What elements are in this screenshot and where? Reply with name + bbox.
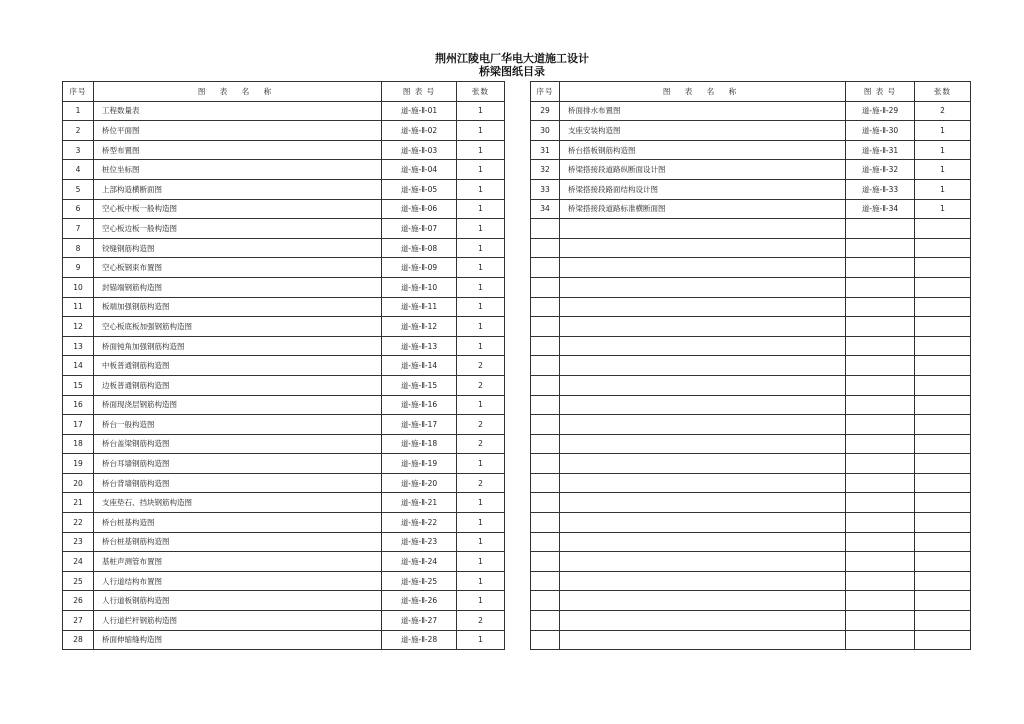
row-code: 道-施-Ⅱ-21 bbox=[382, 493, 457, 513]
row-name: 桥台一般构造图 bbox=[94, 415, 382, 435]
table-row bbox=[531, 473, 971, 493]
row-name: 桥位平面图 bbox=[94, 121, 382, 141]
table-row bbox=[531, 591, 971, 611]
table-row bbox=[531, 571, 971, 591]
row-sheets bbox=[915, 238, 971, 258]
row-sheets bbox=[915, 591, 971, 611]
table-row bbox=[531, 532, 971, 552]
row-sheets: 1 bbox=[457, 513, 505, 533]
header-name: 图 表 名 称 bbox=[94, 82, 382, 102]
table-row bbox=[531, 297, 971, 317]
row-seq bbox=[531, 630, 560, 650]
row-name: 桩位坐标图 bbox=[94, 160, 382, 180]
row-seq: 23 bbox=[63, 532, 94, 552]
table-row bbox=[63, 277, 505, 297]
row-name: 人行道栏杆钢筋构造图 bbox=[94, 611, 382, 631]
table-row bbox=[63, 336, 505, 356]
row-name bbox=[560, 356, 846, 376]
table-row bbox=[531, 552, 971, 572]
row-name bbox=[560, 336, 846, 356]
row-code: 道-施-Ⅱ-31 bbox=[846, 140, 915, 160]
row-seq: 3 bbox=[63, 140, 94, 160]
row-code: 道-施-Ⅱ-14 bbox=[382, 356, 457, 376]
row-code: 道-施-Ⅱ-28 bbox=[382, 630, 457, 650]
row-sheets: 1 bbox=[457, 395, 505, 415]
row-code: 道-施-Ⅱ-18 bbox=[382, 434, 457, 454]
row-code: 道-施-Ⅱ-19 bbox=[382, 454, 457, 474]
row-name: 支座安装构造图 bbox=[560, 121, 846, 141]
table-row bbox=[63, 160, 505, 180]
row-name: 桥面伸缩缝构造图 bbox=[94, 630, 382, 650]
table-row bbox=[531, 630, 971, 650]
row-seq bbox=[531, 375, 560, 395]
table-row bbox=[531, 258, 971, 278]
row-sheets: 1 bbox=[457, 317, 505, 337]
row-code: 道-施-Ⅱ-15 bbox=[382, 375, 457, 395]
table-header-row bbox=[63, 82, 505, 102]
row-code bbox=[846, 591, 915, 611]
table-row bbox=[531, 179, 971, 199]
row-name: 桥面排水布置图 bbox=[560, 101, 846, 121]
row-sheets: 1 bbox=[915, 179, 971, 199]
header-sheets: 张数 bbox=[457, 82, 505, 102]
row-name: 桥型布置图 bbox=[94, 140, 382, 160]
row-sheets: 2 bbox=[915, 101, 971, 121]
row-code bbox=[846, 513, 915, 533]
table-row bbox=[63, 297, 505, 317]
row-code: 道-施-Ⅱ-32 bbox=[846, 160, 915, 180]
row-code: 道-施-Ⅱ-05 bbox=[382, 179, 457, 199]
document-title: 荆州江陵电厂华电大道施工设计 bbox=[435, 52, 589, 65]
row-sheets: 2 bbox=[457, 415, 505, 435]
row-seq: 27 bbox=[63, 611, 94, 631]
row-seq bbox=[531, 297, 560, 317]
row-code: 道-施-Ⅱ-06 bbox=[382, 199, 457, 219]
row-name: 工程数量表 bbox=[94, 101, 382, 121]
table-row bbox=[531, 513, 971, 533]
row-seq: 4 bbox=[63, 160, 94, 180]
row-name bbox=[560, 258, 846, 278]
row-seq: 26 bbox=[63, 591, 94, 611]
row-sheets: 1 bbox=[457, 591, 505, 611]
row-name: 铰缝钢筋构造图 bbox=[94, 238, 382, 258]
row-seq: 32 bbox=[531, 160, 560, 180]
row-code: 道-施-Ⅱ-02 bbox=[382, 121, 457, 141]
row-name: 桥台背墙钢筋构造图 bbox=[94, 473, 382, 493]
row-sheets: 1 bbox=[457, 219, 505, 239]
row-code: 道-施-Ⅱ-20 bbox=[382, 473, 457, 493]
row-code: 道-施-Ⅱ-29 bbox=[846, 101, 915, 121]
row-name: 空心板边板一般构造图 bbox=[94, 219, 382, 239]
row-name bbox=[560, 532, 846, 552]
row-seq: 6 bbox=[63, 199, 94, 219]
row-seq: 31 bbox=[531, 140, 560, 160]
row-name: 边板普通钢筋构造图 bbox=[94, 375, 382, 395]
table-row bbox=[531, 415, 971, 435]
row-code bbox=[846, 473, 915, 493]
row-seq: 1 bbox=[63, 101, 94, 121]
table-row bbox=[531, 356, 971, 376]
row-seq bbox=[531, 258, 560, 278]
table-row bbox=[63, 532, 505, 552]
table-row bbox=[63, 591, 505, 611]
table-row bbox=[63, 356, 505, 376]
row-sheets: 1 bbox=[457, 532, 505, 552]
row-name bbox=[560, 317, 846, 337]
row-sheets: 1 bbox=[457, 199, 505, 219]
table-row bbox=[63, 121, 505, 141]
row-code: 道-施-Ⅱ-16 bbox=[382, 395, 457, 415]
row-name bbox=[560, 473, 846, 493]
row-sheets bbox=[915, 356, 971, 376]
row-sheets: 1 bbox=[915, 121, 971, 141]
row-seq bbox=[531, 571, 560, 591]
row-seq: 19 bbox=[63, 454, 94, 474]
row-seq: 10 bbox=[63, 277, 94, 297]
row-sheets: 1 bbox=[457, 630, 505, 650]
row-name: 桥台搭板钢筋构造图 bbox=[560, 140, 846, 160]
row-name: 桥台桩基钢筋构造图 bbox=[94, 532, 382, 552]
row-sheets: 1 bbox=[457, 121, 505, 141]
table-row bbox=[63, 395, 505, 415]
row-seq: 30 bbox=[531, 121, 560, 141]
header-name: 图 表 名 称 bbox=[560, 82, 846, 102]
row-sheets: 1 bbox=[457, 140, 505, 160]
row-code: 道-施-Ⅱ-26 bbox=[382, 591, 457, 611]
header-code: 图 表 号 bbox=[846, 82, 915, 102]
row-code bbox=[846, 336, 915, 356]
row-name bbox=[560, 513, 846, 533]
table-row bbox=[531, 140, 971, 160]
row-seq: 22 bbox=[63, 513, 94, 533]
row-code: 道-施-Ⅱ-07 bbox=[382, 219, 457, 239]
row-sheets bbox=[915, 395, 971, 415]
row-seq: 24 bbox=[63, 552, 94, 572]
row-seq bbox=[531, 532, 560, 552]
table-row bbox=[531, 238, 971, 258]
row-code bbox=[846, 238, 915, 258]
row-seq: 15 bbox=[63, 375, 94, 395]
row-code bbox=[846, 219, 915, 239]
row-seq: 21 bbox=[63, 493, 94, 513]
row-seq bbox=[531, 238, 560, 258]
table-row bbox=[63, 375, 505, 395]
row-sheets: 1 bbox=[457, 297, 505, 317]
row-name bbox=[560, 277, 846, 297]
table-row bbox=[531, 101, 971, 121]
row-sheets: 1 bbox=[457, 571, 505, 591]
row-seq bbox=[531, 415, 560, 435]
table-row bbox=[63, 219, 505, 239]
table-row bbox=[63, 473, 505, 493]
row-seq: 13 bbox=[63, 336, 94, 356]
table-row bbox=[63, 258, 505, 278]
row-seq: 11 bbox=[63, 297, 94, 317]
table-row bbox=[531, 199, 971, 219]
row-name: 桥台桩基构造图 bbox=[94, 513, 382, 533]
row-name: 桥台盖梁钢筋构造图 bbox=[94, 434, 382, 454]
row-code: 道-施-Ⅱ-24 bbox=[382, 552, 457, 572]
row-code: 道-施-Ⅱ-27 bbox=[382, 611, 457, 631]
row-code bbox=[846, 552, 915, 572]
table-row bbox=[63, 140, 505, 160]
row-seq bbox=[531, 473, 560, 493]
table-row bbox=[531, 219, 971, 239]
row-name: 空心板底板加强钢筋构造图 bbox=[94, 317, 382, 337]
row-sheets: 1 bbox=[457, 454, 505, 474]
row-sheets bbox=[915, 552, 971, 572]
row-sheets: 1 bbox=[915, 199, 971, 219]
row-seq: 14 bbox=[63, 356, 94, 376]
row-seq: 2 bbox=[63, 121, 94, 141]
table-row bbox=[63, 199, 505, 219]
row-name bbox=[560, 415, 846, 435]
row-name: 上部构造横断面图 bbox=[94, 179, 382, 199]
row-code: 道-施-Ⅱ-10 bbox=[382, 277, 457, 297]
row-code: 道-施-Ⅱ-13 bbox=[382, 336, 457, 356]
row-sheets: 1 bbox=[457, 179, 505, 199]
row-name: 桥梁搭接段道路标准横断面图 bbox=[560, 199, 846, 219]
row-sheets bbox=[915, 258, 971, 278]
row-sheets bbox=[915, 571, 971, 591]
row-name bbox=[560, 454, 846, 474]
row-sheets bbox=[915, 317, 971, 337]
row-seq: 17 bbox=[63, 415, 94, 435]
row-name: 桥梁搭接段道路纵断面设计图 bbox=[560, 160, 846, 180]
row-code bbox=[846, 630, 915, 650]
row-code: 道-施-Ⅱ-03 bbox=[382, 140, 457, 160]
row-sheets: 1 bbox=[457, 238, 505, 258]
row-sheets bbox=[915, 375, 971, 395]
row-code: 道-施-Ⅱ-08 bbox=[382, 238, 457, 258]
row-sheets: 2 bbox=[457, 473, 505, 493]
table-row bbox=[63, 630, 505, 650]
table-row bbox=[63, 493, 505, 513]
row-code bbox=[846, 258, 915, 278]
row-name bbox=[560, 591, 846, 611]
table-row bbox=[531, 611, 971, 631]
row-sheets: 1 bbox=[457, 493, 505, 513]
row-seq bbox=[531, 434, 560, 454]
row-sheets bbox=[915, 277, 971, 297]
row-name bbox=[560, 219, 846, 239]
table-row bbox=[531, 121, 971, 141]
row-code: 道-施-Ⅱ-30 bbox=[846, 121, 915, 141]
row-sheets: 1 bbox=[457, 336, 505, 356]
table-row bbox=[531, 160, 971, 180]
row-sheets bbox=[915, 415, 971, 435]
row-code bbox=[846, 297, 915, 317]
row-name: 桥台耳墙钢筋构造图 bbox=[94, 454, 382, 474]
row-sheets: 2 bbox=[457, 434, 505, 454]
row-seq bbox=[531, 317, 560, 337]
row-seq: 8 bbox=[63, 238, 94, 258]
row-seq bbox=[531, 611, 560, 631]
row-sheets: 1 bbox=[457, 277, 505, 297]
left-drawing-index-table bbox=[62, 81, 505, 650]
row-name: 支座垫石、挡块钢筋构造图 bbox=[94, 493, 382, 513]
table-row bbox=[531, 336, 971, 356]
row-code: 道-施-Ⅱ-22 bbox=[382, 513, 457, 533]
table-row bbox=[63, 552, 505, 572]
row-seq: 33 bbox=[531, 179, 560, 199]
table-row bbox=[531, 434, 971, 454]
row-code: 道-施-Ⅱ-23 bbox=[382, 532, 457, 552]
row-seq bbox=[531, 493, 560, 513]
row-seq: 28 bbox=[63, 630, 94, 650]
table-row bbox=[531, 375, 971, 395]
row-seq bbox=[531, 219, 560, 239]
row-sheets bbox=[915, 454, 971, 474]
row-code bbox=[846, 611, 915, 631]
row-seq bbox=[531, 591, 560, 611]
row-sheets: 2 bbox=[457, 375, 505, 395]
row-sheets bbox=[915, 493, 971, 513]
row-seq bbox=[531, 552, 560, 572]
table-row bbox=[63, 434, 505, 454]
row-code bbox=[846, 415, 915, 435]
row-name bbox=[560, 375, 846, 395]
row-seq bbox=[531, 454, 560, 474]
table-row bbox=[531, 493, 971, 513]
row-code bbox=[846, 317, 915, 337]
table-header-row bbox=[531, 82, 971, 102]
row-sheets: 1 bbox=[457, 258, 505, 278]
row-name: 空心板中板一般构造图 bbox=[94, 199, 382, 219]
row-name: 桥面钝角加强钢筋构造图 bbox=[94, 336, 382, 356]
row-sheets: 1 bbox=[457, 160, 505, 180]
row-seq: 12 bbox=[63, 317, 94, 337]
row-seq: 34 bbox=[531, 199, 560, 219]
row-seq: 18 bbox=[63, 434, 94, 454]
row-name: 人行道结构布置图 bbox=[94, 571, 382, 591]
row-name: 基桩声测管布置图 bbox=[94, 552, 382, 572]
row-code bbox=[846, 356, 915, 376]
row-name bbox=[560, 630, 846, 650]
row-sheets bbox=[915, 532, 971, 552]
header-code: 图 表 号 bbox=[382, 82, 457, 102]
row-seq: 29 bbox=[531, 101, 560, 121]
table-row bbox=[63, 317, 505, 337]
row-code bbox=[846, 493, 915, 513]
row-code: 道-施-Ⅱ-09 bbox=[382, 258, 457, 278]
table-row bbox=[531, 454, 971, 474]
header-seq: 序号 bbox=[531, 82, 560, 102]
row-sheets bbox=[915, 473, 971, 493]
row-name bbox=[560, 493, 846, 513]
row-seq: 20 bbox=[63, 473, 94, 493]
row-seq bbox=[531, 395, 560, 415]
row-code: 道-施-Ⅱ-11 bbox=[382, 297, 457, 317]
row-sheets: 2 bbox=[457, 611, 505, 631]
row-sheets: 2 bbox=[457, 356, 505, 376]
header-seq: 序号 bbox=[63, 82, 94, 102]
row-code: 道-施-Ⅱ-33 bbox=[846, 179, 915, 199]
row-name: 桥梁搭接段路面结构设计图 bbox=[560, 179, 846, 199]
row-code: 道-施-Ⅱ-34 bbox=[846, 199, 915, 219]
row-name: 空心板钢束布置图 bbox=[94, 258, 382, 278]
row-name bbox=[560, 297, 846, 317]
row-name bbox=[560, 238, 846, 258]
row-code: 道-施-Ⅱ-25 bbox=[382, 571, 457, 591]
row-code bbox=[846, 277, 915, 297]
row-seq bbox=[531, 356, 560, 376]
row-sheets bbox=[915, 513, 971, 533]
table-row bbox=[63, 513, 505, 533]
row-name bbox=[560, 395, 846, 415]
row-name: 桥面现浇层钢筋构造图 bbox=[94, 395, 382, 415]
row-sheets bbox=[915, 434, 971, 454]
table-row bbox=[63, 238, 505, 258]
row-sheets: 1 bbox=[915, 140, 971, 160]
row-code bbox=[846, 532, 915, 552]
row-seq: 5 bbox=[63, 179, 94, 199]
row-name: 板端加强钢筋构造图 bbox=[94, 297, 382, 317]
table-row bbox=[63, 179, 505, 199]
row-sheets bbox=[915, 219, 971, 239]
header-sheets: 张数 bbox=[915, 82, 971, 102]
row-seq: 9 bbox=[63, 258, 94, 278]
row-code bbox=[846, 571, 915, 591]
row-name bbox=[560, 434, 846, 454]
row-code: 道-施-Ⅱ-17 bbox=[382, 415, 457, 435]
row-sheets: 1 bbox=[457, 552, 505, 572]
row-sheets bbox=[915, 630, 971, 650]
row-code: 道-施-Ⅱ-01 bbox=[382, 101, 457, 121]
row-code bbox=[846, 434, 915, 454]
row-seq: 25 bbox=[63, 571, 94, 591]
row-code: 道-施-Ⅱ-12 bbox=[382, 317, 457, 337]
row-sheets bbox=[915, 297, 971, 317]
row-seq bbox=[531, 336, 560, 356]
table-row bbox=[531, 277, 971, 297]
row-seq: 7 bbox=[63, 219, 94, 239]
row-name bbox=[560, 552, 846, 572]
row-code bbox=[846, 454, 915, 474]
row-sheets: 1 bbox=[457, 101, 505, 121]
table-row bbox=[531, 395, 971, 415]
row-seq bbox=[531, 277, 560, 297]
row-code: 道-施-Ⅱ-04 bbox=[382, 160, 457, 180]
row-seq bbox=[531, 513, 560, 533]
row-sheets bbox=[915, 611, 971, 631]
table-row bbox=[63, 454, 505, 474]
table-row bbox=[531, 317, 971, 337]
row-code bbox=[846, 375, 915, 395]
row-name bbox=[560, 611, 846, 631]
table-row bbox=[63, 611, 505, 631]
table-row bbox=[63, 415, 505, 435]
row-name: 人行道板钢筋构造图 bbox=[94, 591, 382, 611]
document-subtitle: 桥梁图纸目录 bbox=[479, 65, 545, 78]
row-name: 封锚端钢筋构造图 bbox=[94, 277, 382, 297]
row-seq: 16 bbox=[63, 395, 94, 415]
row-sheets bbox=[915, 336, 971, 356]
row-sheets: 1 bbox=[915, 160, 971, 180]
table-row bbox=[63, 101, 505, 121]
row-code bbox=[846, 395, 915, 415]
row-name: 中板普通钢筋构造图 bbox=[94, 356, 382, 376]
table-row bbox=[63, 571, 505, 591]
row-name bbox=[560, 571, 846, 591]
right-drawing-index-table bbox=[530, 81, 971, 650]
